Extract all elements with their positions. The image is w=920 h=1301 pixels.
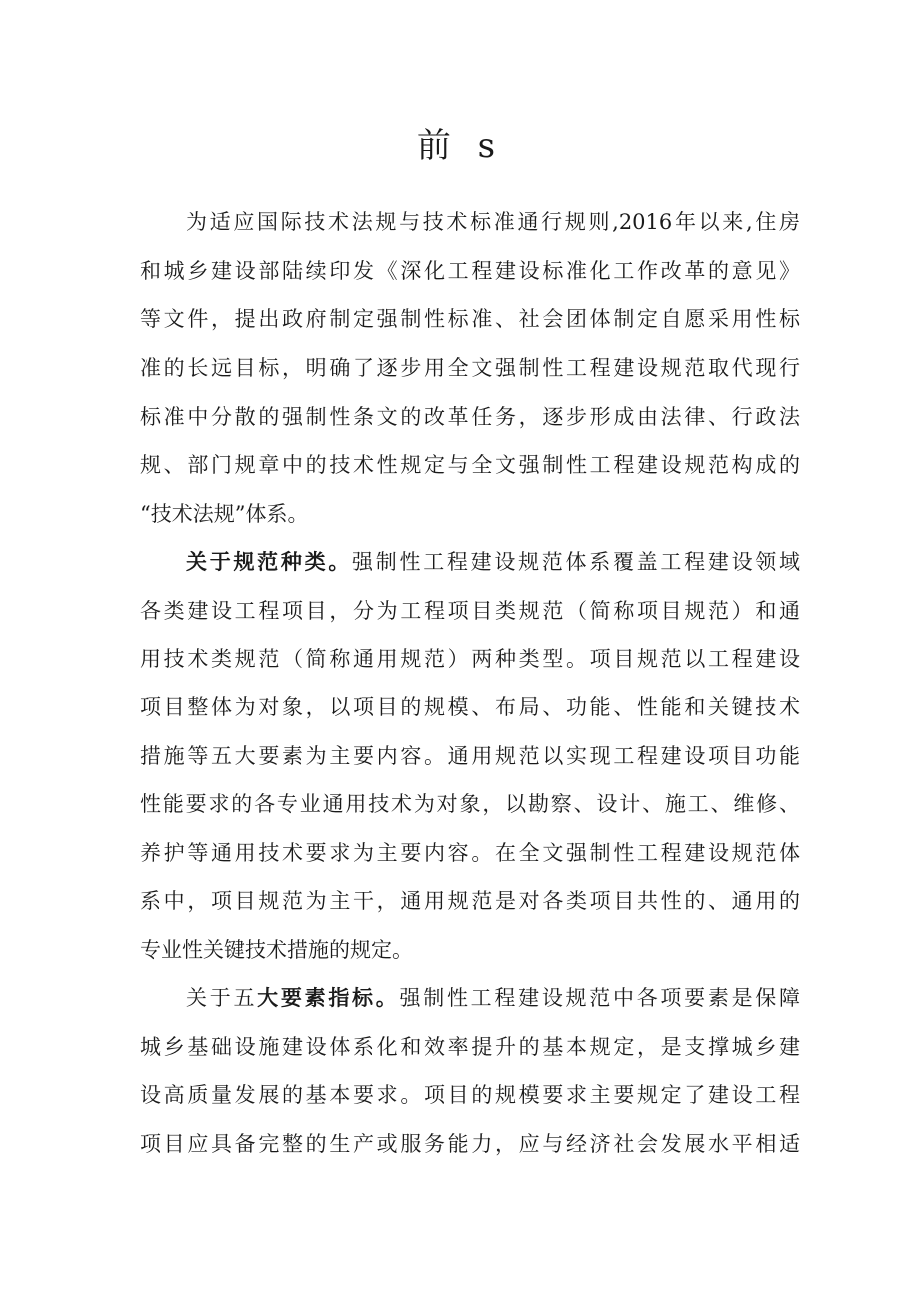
paragraph-3-line-1 [186, 983, 800, 1013]
paragraph-1-line-3: 等文件，提出政府制定强制性标准、社会团体制定自愿采用性标 [140, 307, 800, 331]
paragraph-2-line-9: 专业性关键技术措施的规定。 [140, 938, 413, 962]
paragraph-3-line-2: 城乡基础设施建设体系化和效率提升的基本规定，是支撑城乡建 [140, 1035, 800, 1059]
paragraph-1-line-1: 为适应国际技术法规与技术标准通行规则,2016年以来,住房 [186, 210, 800, 234]
paragraph-2-line-6: 性能要求的各专业通用技术为对象，以勘察、设计、施工、维修、 [140, 792, 800, 816]
paragraph-2-line-5: 措施等五大要素为主要内容。通用规范以实现工程建设项目功能 [140, 744, 800, 768]
paragraph-3-first-line-rest: 强制性工程建设规范中各项要素是保障 [399, 986, 801, 1010]
paragraph-2-first-line-rest: 强制性工程建设规范体系覆盖工程建设领域 [352, 550, 801, 574]
paragraph-2-line-4: 项目整体为对象，以项目的规模、布局、功能、性能和关键技术 [140, 695, 800, 719]
paragraph-2-line-3: 用技术类规范（简称通用规范）两种类型。项目规范以工程建设 [140, 647, 800, 671]
paragraph-1-line-6: 规、部门规章中的技术性规定与全文强制性工程建设规范构成的 [140, 453, 800, 477]
paragraph-2-line-1 [186, 547, 800, 577]
paragraph-1-line-7: “技术法规”体系。 [140, 502, 309, 526]
paragraph-2-line-2: 各类建设工程项目，分为工程项目类规范（简称项目规范）和通 [140, 599, 800, 623]
paragraph-1-line-4: 准的长远目标，明确了逐步用全文强制性工程建设规范取代现行 [140, 356, 800, 380]
page-title: 前 s [416, 126, 504, 166]
paragraph-3-heading: 大要素指标。 [257, 986, 400, 1010]
paragraph-2-line-7: 养护等通用技术要求为主要内容。在全文强制性工程建设规范体 [140, 841, 800, 865]
paragraph-3-line-4: 项目应具备完整的生产或服务能力，应与经济社会发展水平相适 [140, 1132, 800, 1156]
paragraph-1-line-2: 和城乡建设部陆续印发《深化工程建设标准化工作改革的意见》 [140, 259, 800, 283]
paragraph-2-heading: 关于规范种类。 [186, 550, 353, 574]
paragraph-3-line-3: 设高质量发展的基本要求。项目的规模要求主要规定了建设工程 [140, 1083, 800, 1107]
paragraph-2-line-8: 系中，项目规范为主干，通用规范是对各类项目共性的、通用的 [140, 889, 800, 913]
paragraph-3-heading-plain: 关于五 [186, 986, 258, 1010]
paragraph-1-line-5: 标准中分散的强制性条文的改革任务，逐步形成由法律、行政法 [140, 405, 800, 429]
